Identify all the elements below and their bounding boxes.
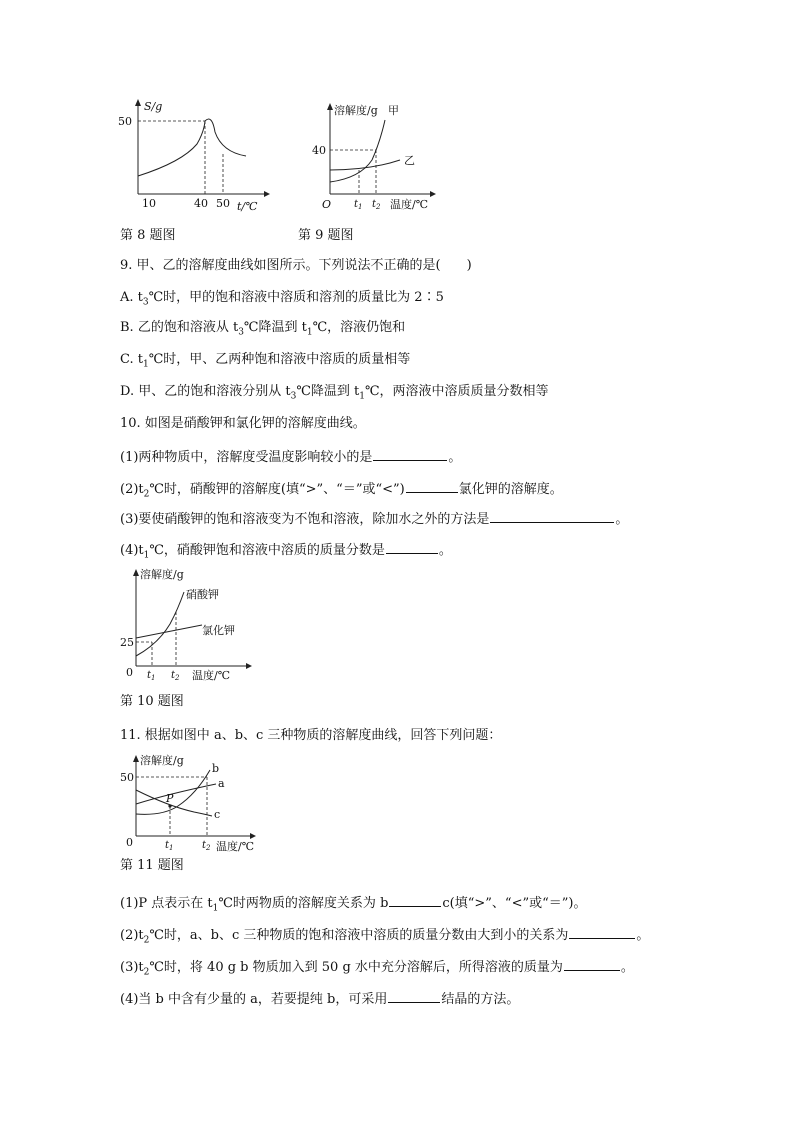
fig10-x-axis-label: 温度/℃ — [192, 669, 231, 682]
figure-9-solubility-chart — [310, 100, 440, 214]
fig11-y-tick-50: 50 — [120, 771, 134, 784]
fig9-y-tick-40: 40 — [312, 144, 326, 157]
q9-option-d: D. 甲、乙的饱和溶液分别从 $t_3℃$降温到 $t_1℃$，两溶液中溶质质量分数相等 — [120, 384, 549, 402]
fig11-x-tick-t1: $t_1$ — [165, 840, 174, 852]
fig9-caption: 第 9 题图 — [298, 228, 354, 243]
fig10-curve-kcl — [136, 625, 202, 638]
q9-option-c: C. $t_1℃$时，甲、乙两种饱和溶液中溶质的质量相等 — [120, 352, 411, 370]
fig8-x-tick-40: 40 — [194, 197, 208, 210]
q11-stem: 11. 根据如图中 a、b、c 三种物质的溶解度曲线，回答下列问题： — [120, 728, 502, 743]
fig8-x-tick-50: 50 — [216, 197, 230, 210]
fig8-y-tick-50: 50 — [118, 115, 132, 128]
q11-blank-2[interactable] — [569, 926, 635, 939]
q10-sub-1: (1)两种物质中，溶解度受温度影响较小的是 。 — [120, 450, 462, 465]
q11-sub-4: (4)当 b 中含有少量的 a，若要提纯 b，可采用 结晶的方法。 — [120, 992, 520, 1007]
fig8-caption: 第 8 题图 — [120, 228, 176, 243]
fig9-dashed-guides — [330, 150, 376, 194]
q10-blank-3[interactable] — [490, 510, 614, 523]
q10-stem: 10. 如图是硝酸钾和氯化钾的溶解度曲线。 — [120, 416, 366, 431]
fig9-axes — [327, 103, 436, 197]
fig11-origin: 0 — [126, 836, 133, 849]
fig11-label-c: c — [214, 808, 221, 821]
fig10-kcl-label: 氯化钾 — [202, 624, 235, 637]
q10-blank-4[interactable] — [386, 541, 438, 554]
q10-sub-2: $(2)t_2℃$时，硝酸钾的溶解度(填“>”、“＝”或“<”) 氯化钾的溶解度。 — [120, 482, 563, 500]
q9-option-a: A. $t_3℃$时，甲的饱和溶液中溶质和溶剂的质量比为 2∶5 — [120, 290, 444, 308]
q11-blank-4[interactable] — [388, 990, 440, 1003]
fig8-x-tick-10: 10 — [142, 197, 156, 210]
fig10-axes — [133, 569, 252, 669]
fig11-label-a: a — [218, 777, 225, 790]
q9-option-b: B. 乙的饱和溶液从 $t_3℃$降温到 $t_1℃$，溶液仍饱和 — [120, 320, 406, 338]
fig9-x-tick-t2: $t_2$ — [372, 199, 381, 211]
fig8-axes — [135, 99, 270, 197]
fig10-y-axis-label: 溶解度/g — [140, 568, 184, 581]
q10-blank-2[interactable] — [406, 480, 458, 493]
fig11-x-axis-label: 温度/℃ — [216, 840, 255, 853]
fig10-x-tick-t2: $t_2$ — [171, 670, 180, 682]
fig11-label-p: P — [166, 792, 174, 805]
figure-10-solubility-chart — [118, 564, 258, 686]
fig10-kno3-label: 硝酸钾 — [186, 588, 219, 601]
fig11-caption: 第 11 题图 — [120, 858, 184, 873]
fig9-origin: O — [322, 198, 332, 211]
q10-sub-4: $(4)t_1℃$，硝酸钾饱和溶液中溶质的质量分数是 。 — [120, 543, 452, 561]
fig8-y-axis-label: S/g — [144, 100, 163, 113]
fig8-x-axis-label: t/℃ — [237, 200, 258, 213]
q11-blank-1[interactable] — [389, 894, 441, 907]
fig8-curve — [138, 119, 246, 176]
q10-sub-3: (3)要使硝酸钾的饱和溶液变为不饱和溶液，除加水之外的方法是 。 — [120, 512, 629, 527]
fig10-curve-kno3 — [136, 592, 184, 656]
fig11-y-axis-label: 溶解度/g — [140, 754, 184, 767]
fig9-y-axis-label: 溶解度/g — [334, 104, 378, 117]
fig9-curve-jia — [330, 120, 385, 182]
q11-sub-3: $(3)t_2℃$时，将 40 g b 物质加入到 50 g 水中充分溶解后，所得溶液的质量为 。 — [120, 960, 634, 978]
figure-11-solubility-chart — [118, 752, 268, 856]
figure-8-solubility-chart — [112, 94, 272, 216]
q11-sub-2: $(2)t_2℃$时，a、b、c 三种物质的饱和溶液中溶质的质量分数由大到小的关系为 。 — [120, 928, 650, 946]
fig10-y-tick-25: 25 — [120, 636, 134, 649]
fig10-dashed-guides — [136, 612, 176, 666]
q11-sub-1: (1)P 点表示在 $t_1℃$时两物质的溶解度关系为 b c(填“>”、“<”或“＝”)。 — [120, 896, 587, 914]
fig9-x-axis-label: 温度/℃ — [390, 198, 429, 211]
fig10-caption: 第 10 题图 — [120, 694, 184, 709]
q10-blank-1[interactable] — [373, 448, 447, 461]
q9-stem: 9. 甲、乙的溶解度曲线如图所示。下列说法不正确的是( ) — [120, 258, 472, 273]
fig9-curve-yi-label: 乙 — [404, 154, 415, 167]
fig10-x-tick-t1: $t_1$ — [147, 670, 156, 682]
fig11-curve-a — [136, 784, 216, 804]
q11-blank-3[interactable] — [564, 958, 620, 971]
fig9-curve-jia-label: 甲 — [388, 104, 399, 117]
fig11-x-tick-t2: $t_2$ — [202, 840, 211, 852]
fig10-origin: 0 — [126, 666, 133, 679]
fig9-x-tick-t1: $t_1$ — [354, 199, 363, 211]
fig11-label-b: b — [212, 762, 220, 775]
